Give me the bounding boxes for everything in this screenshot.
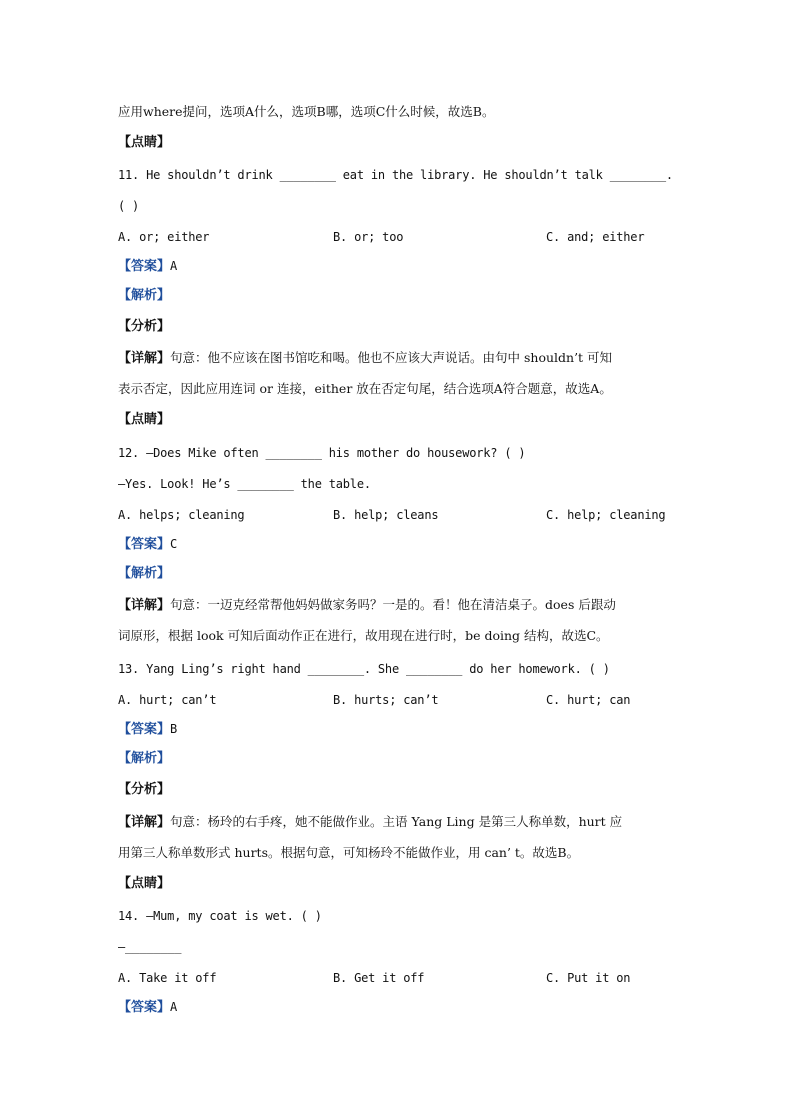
answer-line-13	[118, 721, 177, 738]
question-12-reply: —Yes. Look! He’s ________ the table.	[118, 477, 371, 491]
question-13: 13. Yang Ling’s right hand ________. She ________ do her homework. ( )	[118, 662, 610, 676]
option-b: B. or; too	[333, 230, 404, 244]
answer-value: A	[170, 259, 178, 273]
answer-line-11	[118, 258, 177, 275]
detail-line-13b: 用第三人称单数形式 hurts。根据句意，可知杨玲不能做作业，用 can’ t。故选B。	[118, 845, 580, 860]
question-11-bracket: ( )	[118, 199, 140, 213]
answer-value: C	[170, 537, 178, 551]
option-b: B. Get it off	[333, 971, 425, 985]
answer-tag: 【答案】	[118, 537, 171, 552]
question-11: 11. He shouldn’t drink ________ eat in the library. He shouldn’t talk ________.	[118, 168, 673, 182]
fenxi-heading: 【分析】	[118, 782, 171, 797]
detail-tag: 【详解】	[118, 815, 171, 830]
detail-line-12b: 词原形，根据 look 可知后面动作正在进行，故用现在进行时，be doing 结构，故选C。	[118, 628, 609, 643]
option-b: B. hurts; can’t	[333, 693, 439, 707]
dianjing-heading: 【点睛】	[118, 135, 171, 150]
option-a: A. Take it off	[118, 971, 217, 985]
detail-text: 句意：杨玲的右手疼，她不能做作业。主语 Yang Ling 是第三人称单数，hurt 应	[170, 814, 623, 829]
answer-tag: 【答案】	[118, 259, 171, 274]
detail-text: 句意：一迈克经常帮他妈妈做家务吗？一是的。看！他在清洁桌子。does 后跟动	[170, 597, 616, 612]
option-a: A. or; either	[118, 230, 210, 244]
jiexi-heading: 【解析】	[118, 566, 171, 581]
detail-line-11b: 表示否定，因此应用连词 or 连接，either 放在否定句尾，结合选项A符合题意，故选A。	[118, 381, 612, 396]
answer-value: A	[170, 1000, 178, 1014]
detail-text: 句意：他不应该在图书馆吃和喝。他也不应该大声说话。由句中 shouldn’t 可知	[170, 350, 613, 365]
detail-line-11a	[118, 350, 612, 367]
question-14-options	[118, 970, 678, 986]
question-12: 12. —Does Mike often ________ his mother do housework? ( )	[118, 446, 526, 460]
jiexi-heading: 【解析】	[118, 751, 171, 766]
detail-line-12a	[118, 597, 616, 614]
dianjing-heading: 【点睛】	[118, 412, 171, 427]
dianjing-heading: 【点睛】	[118, 876, 171, 891]
detail-line-13a	[118, 814, 622, 831]
answer-line-12	[118, 536, 177, 553]
fenxi-heading: 【分析】	[118, 319, 171, 334]
explanation-line: 应用where提问，选项A什么，选项B哪，选项C什么时候，故选B。	[118, 104, 495, 119]
question-12-options	[118, 507, 678, 523]
question-13-options	[118, 692, 678, 708]
option-a: A. helps; cleaning	[118, 508, 245, 522]
option-b: B. help; cleans	[333, 508, 439, 522]
answer-line-14	[118, 999, 177, 1016]
question-11-options	[118, 229, 678, 245]
detail-tag: 【详解】	[118, 598, 171, 613]
detail-tag: 【详解】	[118, 351, 171, 366]
answer-value: B	[170, 722, 178, 736]
option-c: C. and; either	[546, 230, 645, 244]
jiexi-heading: 【解析】	[118, 288, 171, 303]
answer-tag: 【答案】	[118, 1000, 171, 1015]
option-c: C. hurt; can	[546, 693, 631, 707]
question-14-reply: —________	[118, 940, 182, 954]
option-a: A. hurt; can’t	[118, 693, 217, 707]
question-14: 14. —Mum, my coat is wet. ( )	[118, 909, 322, 923]
option-c: C. Put it on	[546, 971, 631, 985]
answer-tag: 【答案】	[118, 722, 171, 737]
option-c: C. help; cleaning	[546, 508, 666, 522]
